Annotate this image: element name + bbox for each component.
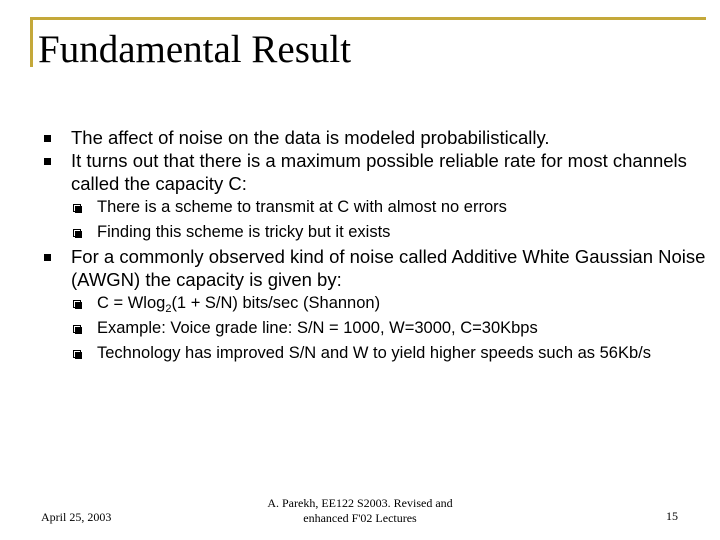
sub-bullet-text: Example: Voice grade line: S/N = 1000, W=3000, C=30Kbps [97,319,538,337]
formula-prefix: C = Wlog [97,294,166,312]
sub-bullet-item [44,220,714,245]
bullet-item-capacity [44,149,714,195]
hollow-square-bullet-icon [73,229,81,237]
bullet-text: The affect of noise on the data is modeled probabilistically. [71,127,550,148]
hollow-square-bullet-icon [73,204,81,212]
footer-credit-line-2: enhanced F'02 Lectures [303,511,417,525]
bullet-item-awgn [44,245,714,291]
sub-bullet-text: Finding this scheme is tricky but it exists [97,223,391,241]
sub-bullet-text: Technology has improved S/N and W to yield higher speeds such as 56Kb/s [97,344,651,362]
square-bullet-icon [44,158,51,165]
sub-bullet-item [44,341,714,366]
sub-bullet-text: There is a scheme to transmit at C with almost no errors [97,198,507,216]
slide-title: Fundamental Result [38,28,352,71]
footer-date: April 25, 2003 [41,510,112,524]
sub-bullet-item [44,316,714,341]
footer-credit-line-1: A. Parekh, EE122 S2003. Revised and [267,496,453,510]
bullet-item-noise-model [44,126,714,149]
formula-suffix: (1 + S/N) bits/sec (Shannon) [171,294,381,312]
title-frame-left-rule [30,17,33,67]
formula-subscript: 2 [165,303,172,315]
square-bullet-icon [44,254,51,261]
hollow-square-bullet-icon [73,325,81,333]
square-bullet-icon [44,135,51,142]
footer-credit [240,496,480,526]
slide-body [44,126,714,366]
hollow-square-bullet-icon [73,300,81,308]
hollow-square-bullet-icon [73,350,81,358]
sub-bullet-item-shannon-formula [44,291,714,316]
bullet-text: For a commonly observed kind of noise called Additive White Gaussian Noise (AWGN) the capacity is given by: [71,246,706,290]
page-number: 15 [666,509,678,523]
title-frame-top-rule [30,17,706,20]
bullet-text: It turns out that there is a maximum possible reliable rate for most channels called the capacity C: [71,150,687,194]
sub-bullet-item [44,195,714,220]
